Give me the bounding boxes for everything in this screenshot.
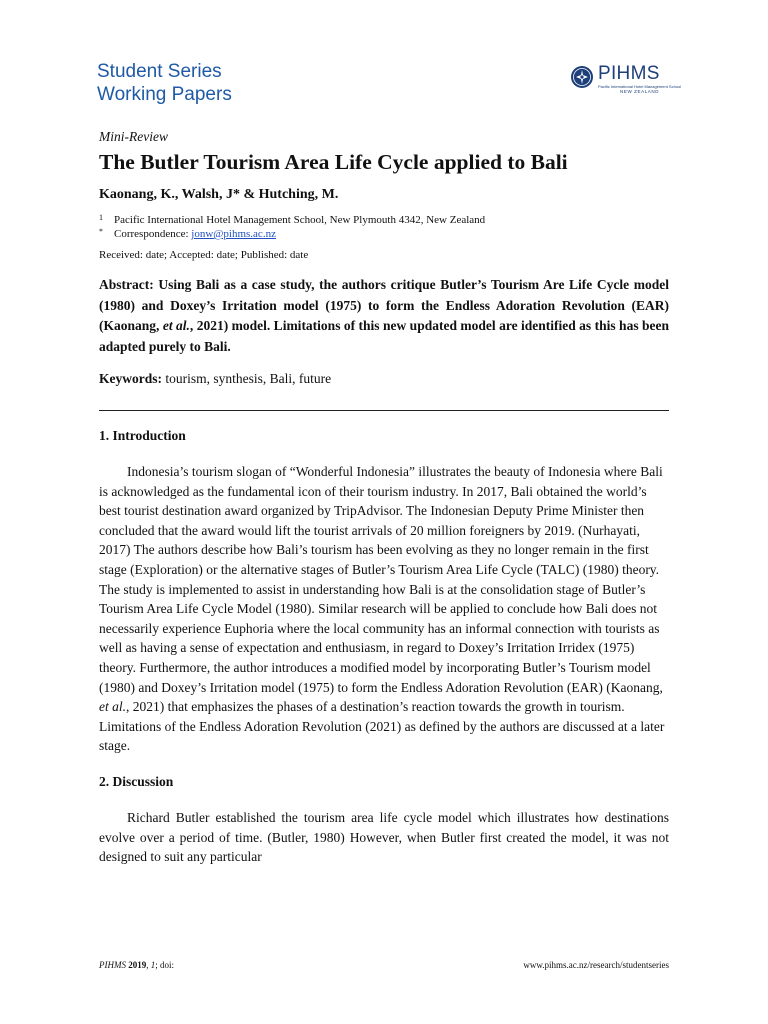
intro-et-al: et al. [99, 699, 126, 715]
affiliation [99, 213, 669, 227]
discussion-heading: 2. Discussion [99, 773, 174, 789]
abstract-label: Abstract: [99, 277, 154, 292]
logo-name: PIHMS [598, 63, 660, 84]
footer-journal: PIHMS [99, 960, 126, 970]
logo-subname: Pacific International Hotel Management School [598, 84, 682, 89]
discussion-paragraph: Richard Butler established the tourism area life cycle model which illustrates how destinations evolve over a period of time. (Butler, 1980) However, when Butler first created the model, it was not designed to suit any particular [99, 809, 669, 865]
abstract-et-al: et al. [162, 318, 190, 333]
keywords [99, 369, 669, 389]
keywords-text: tourism, synthesis, Bali, future [162, 371, 332, 386]
article-title: The Butler Tourism Area Life Cycle applied to Bali [99, 150, 568, 174]
affiliation-text: Pacific International Hotel Management School, New Plymouth 4342, New Zealand [114, 214, 486, 226]
correspondence-mark: * [99, 227, 103, 236]
pihms-seal-icon [570, 65, 594, 89]
abstract [99, 275, 669, 357]
keywords-label: Keywords: [99, 371, 162, 386]
logo-country: NEW ZEALAND [620, 89, 660, 94]
intro-heading: 1. Introduction [99, 428, 186, 443]
footer-citation [99, 960, 174, 970]
footer-issue: , 1 [146, 960, 156, 970]
pihms-logo [570, 63, 680, 95]
correspondence [99, 227, 669, 241]
publication-dates: Received: date; Accepted: date; Published: date [99, 249, 309, 261]
article-type: Mini-Review [99, 129, 168, 144]
affiliation-mark: 1 [99, 213, 103, 222]
intro-text-2: , 2021) that emphasizes the phases of a destination’s reaction towards the growth in tourism. Limitations of the Endless Adoration Revolution (2021) as defined by the authors are discussed at a later stage. [99, 699, 665, 754]
section-divider [99, 410, 669, 411]
series-title [97, 60, 232, 106]
correspondence-email-link[interactable]: jonw@pihms.ac.nz [191, 228, 276, 240]
footer-doi: ; doi: [155, 960, 175, 970]
article-header [99, 125, 669, 389]
abstract-text-2: , 2021) model. Limitations of this new updated model are identified as this has been adapted purely to Bali. [99, 318, 670, 354]
intro-paragraph [99, 462, 669, 756]
footer-url[interactable]: www.pihms.ac.nz/research/studentseries [523, 960, 669, 970]
series-line-2: Working Papers [97, 84, 232, 105]
series-line-1: Student Series [97, 61, 222, 82]
author-list: Kaonang, K., Walsh, J* & Hutching, M. [99, 187, 339, 202]
article-body [99, 426, 669, 867]
abstract-text-1: Using Bali as a case study, the authors critique Butler’s Tourism Are Life Cycle model (1980) and Doxey’s Irritation model (1975) to form the Endless Adoration Revolution (EAR) (Kaonang, [99, 277, 669, 333]
correspondence-label: Correspondence: [114, 228, 192, 240]
footer-year: 2019 [126, 960, 147, 970]
intro-text-1: Indonesia’s tourism slogan of “Wonderful Indonesia” illustrates the beauty of Indonesia where Bali is acknowledged as the fundamental icon of their tourism industry. In 2017, Bali obtained the world’s best tourist destination award organized by TripAdvisor. The Indonesian Deputy Prime Minister then concluded that the award would lift the tourist arrivals of 20 million foreigners by 2019. (Nurhayati, 2017) The authors describe how Bali’s tourism has been evolving as they no longer remain in the first stage (Exploration) or the alternative stages of Butler’s Tourism Area Life Cycle (TALC) (1980) theory. The study is implemented to assist in understanding how Bali is at the consolidation stage of Butler’s Tourism Area Life Cycle Model (1980). Similar research will be applied to conclude how Bali does not necessarily experience Euphoria where the local community has an informal connection with tourists as well as having a sense of expectation and enthusiasm, in regard to Doxey’s Irritation Irridex (1975) theory. Furthermore, the author introduces a modified model by incorporating Butler’s Tourism model (1980) and Doxey’s Irritation model (1975) to form the Endless Adoration Revolution (EAR) (Kaonang, [99, 464, 663, 695]
